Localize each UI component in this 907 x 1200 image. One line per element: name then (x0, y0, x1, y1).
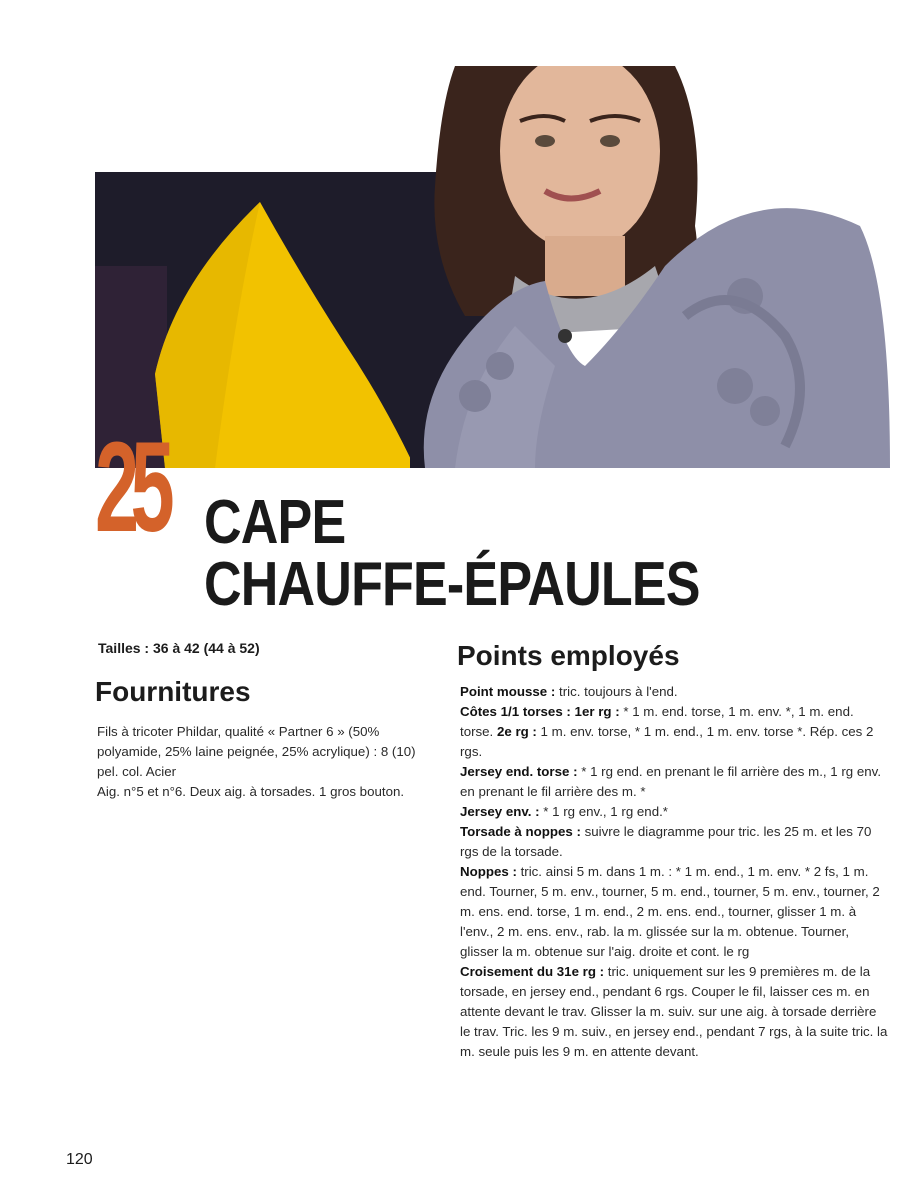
page-number: 120 (66, 1151, 93, 1168)
pattern-number: 25 (95, 416, 166, 559)
point-item (460, 862, 890, 962)
point-text: tric. ainsi 5 m. dans 1 m. : * 1 m. end., 1 m. env. * 2 fs, 1 m. end. Tourner, 5 m. env., tourner, 5 m. end., tourner, 5 m. env., tourner, 2 m. ens. end. torse, 1 m. end., 2 m. ens. end., tourner, glisser 1 m. à l'env., 2 m. ens. env., rab. la m. glissée sur la m. obtenue. Tourner, glisser la m. obtenue sur l'aig. droite et cont. le rg (460, 864, 880, 959)
point-label: 2e rg : (496, 724, 537, 739)
fournitures-line-1: Fils à tricoter Phildar, qualité « Partner 6 » (50% polyamide, 25% laine peignée, 25% acrylique) : 8 (10) pel. col. Acier (97, 724, 416, 779)
point-text: tric. uniquement sur les 9 premières m. de la torsade, en jersey end., pendant 6 rgs. Couper le fil, laisser ces m. en attente devant le trav. Glisser la m. suiv. sur une aig. à torsade derrière le trav. Tric. les 9 m. suiv., en jersey end., pendant 7 rgs, à la suite tric. la m. seule puis les 9 m. en attente devant. (460, 964, 888, 1059)
point-item (460, 682, 890, 702)
point-label: Jersey env. : (460, 804, 540, 819)
page-title (204, 488, 700, 619)
point-text: tric. toujours à l'end. (555, 684, 678, 699)
point-label: Point mousse : (460, 684, 556, 699)
point-text: 1 m. env. torse, * 1 m. end., 1 m. env. torse *. Rép. ces 2 rgs. (460, 724, 874, 759)
point-label: Torsade à noppes : (460, 824, 581, 839)
point-label: Côtes 1/1 torses : 1er rg : (460, 704, 620, 719)
sizes: Tailles : 36 à 42 (44 à 52) (98, 640, 260, 656)
point-text: * 1 rg env., 1 rg end.* (539, 804, 668, 819)
fournitures-text (97, 722, 427, 802)
points-list (460, 682, 890, 1062)
point-item (460, 802, 890, 822)
cover-photo (95, 66, 890, 468)
point-label: Jersey end. torse : (460, 764, 578, 779)
point-text: * 1 rg end. en prenant le fil arrière des m., 1 rg env. en prenant le fil arrière des m. * (460, 764, 882, 799)
points-heading: Points employés (457, 640, 680, 671)
point-text: * 1 m. end. torse, 1 m. env. *, 1 m. end. torse. (460, 704, 854, 739)
point-item (460, 762, 890, 802)
point-label: Croisement du 31e rg : (460, 964, 605, 979)
woman-in-cape (405, 66, 890, 468)
fournitures-line-2: Aig. n°5 et n°6. Deux aig. à torsades. 1 gros bouton. (97, 784, 405, 799)
yellow-cushion (125, 194, 410, 468)
point-label: Noppes : (460, 864, 517, 879)
point-item (460, 702, 890, 762)
point-item (460, 822, 890, 862)
title-line-1: CAPE (204, 488, 346, 557)
title-line-2: CHAUFFE-ÉPAULES (204, 550, 700, 619)
point-item (460, 962, 890, 1062)
fournitures-heading: Fournitures (95, 676, 251, 707)
point-text: suivre le diagramme pour tric. les 25 m. et les 70 rgs de la torsade. (460, 824, 872, 859)
